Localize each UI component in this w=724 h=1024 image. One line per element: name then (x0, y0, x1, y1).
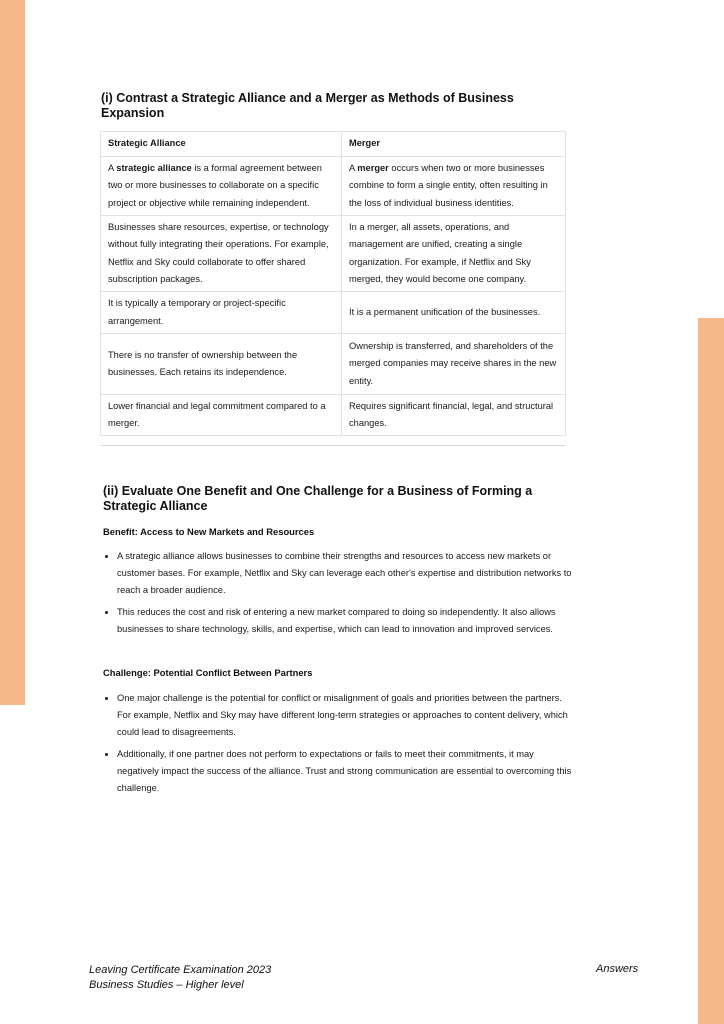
table-row (101, 334, 566, 395)
table-header-row (101, 132, 566, 157)
list-item: • This reduces the cost and risk of entering a new market compared to doing so independently. It also allows businesses to share technology, skills, and expertise, which can lead to innovation and improved services. (117, 604, 575, 638)
decorative-side-bar-right (698, 318, 724, 1024)
term-strategic-alliance: strategic alliance (116, 163, 192, 174)
footer-answers-label: Answers (596, 963, 639, 975)
list-item: • Additionally, if one partner does not perform to expectations or fails to meet their commitments, it may negatively impact the success of the alliance. Trust and strong communication are essential to overcoming this challenge. (117, 746, 575, 798)
table-cell: A strategic alliance is a formal agreement between two or more businesses to collaborate on a specific project or objective while remaining independent. (101, 157, 342, 216)
table-cell: In a merger, all assets, operations, and management are unified, creating a single organization. For example, if Netflix and Sky merged, they would become one company. (342, 216, 566, 292)
table-cell: Businesses share resources, expertise, or technology without fully integrating their operations. For example, Netflix and Sky could collaborate to offer shared subscription packages. (101, 216, 342, 292)
challenge-list (103, 690, 575, 801)
table-row (101, 395, 566, 436)
table-cell: Ownership is transferred, and shareholders of the merged companies may receive shares in the new entity. (342, 334, 566, 395)
footer-line-2: Business Studies – Higher level (89, 979, 244, 991)
table-cell: A merger occurs when two or more businesses combine to form a single entity, often resulting in the loss of individual business identities. (342, 157, 566, 216)
table-cell: It is typically a temporary or project-specific arrangement. (101, 292, 342, 334)
benefit-list (103, 548, 575, 642)
column-header-strategic-alliance: Strategic Alliance (101, 132, 342, 157)
list-item: • One major challenge is the potential for conflict or misalignment of goals and priorities between the partners. For example, Netflix and Sky may have different long-term strategies or approaches to content delivery, which could lead to disagreements. (117, 690, 575, 742)
table-row (101, 216, 566, 292)
footer-exam-info (89, 963, 271, 993)
table-row (101, 292, 566, 334)
table-bottom-divider (100, 445, 566, 446)
comparison-table (100, 131, 566, 436)
decorative-side-bar-left (0, 0, 25, 705)
challenge-heading: Challenge: Potential Conflict Between Partners (103, 667, 313, 678)
table-cell: Lower financial and legal commitment compared to a merger. (101, 395, 342, 436)
table-cell: Requires significant financial, legal, and structural changes. (342, 395, 566, 436)
column-header-merger: Merger (342, 132, 566, 157)
table-cell: There is no transfer of ownership between the businesses. Each retains its independence. (101, 334, 342, 395)
benefit-heading: Benefit: Access to New Markets and Resources (103, 526, 315, 537)
section-2-title: (ii) Evaluate One Benefit and One Challenge for a Business of Forming a Strategic Alliance (103, 484, 533, 513)
list-item: • A strategic alliance allows businesses to combine their strengths and resources to access new markets or customer bases. For example, Netflix and Sky can leverage each other's expertise and distribution networks to reach a broader audience. (117, 548, 575, 600)
table-cell: It is a permanent unification of the businesses. (342, 292, 566, 334)
section-1-title: (i) Contrast a Strategic Alliance and a Merger as Methods of Business Expansion (101, 91, 514, 120)
table-row (101, 157, 566, 216)
term-merger: merger (357, 163, 389, 174)
footer-line-1: Leaving Certificate Examination 2023 (89, 964, 272, 976)
